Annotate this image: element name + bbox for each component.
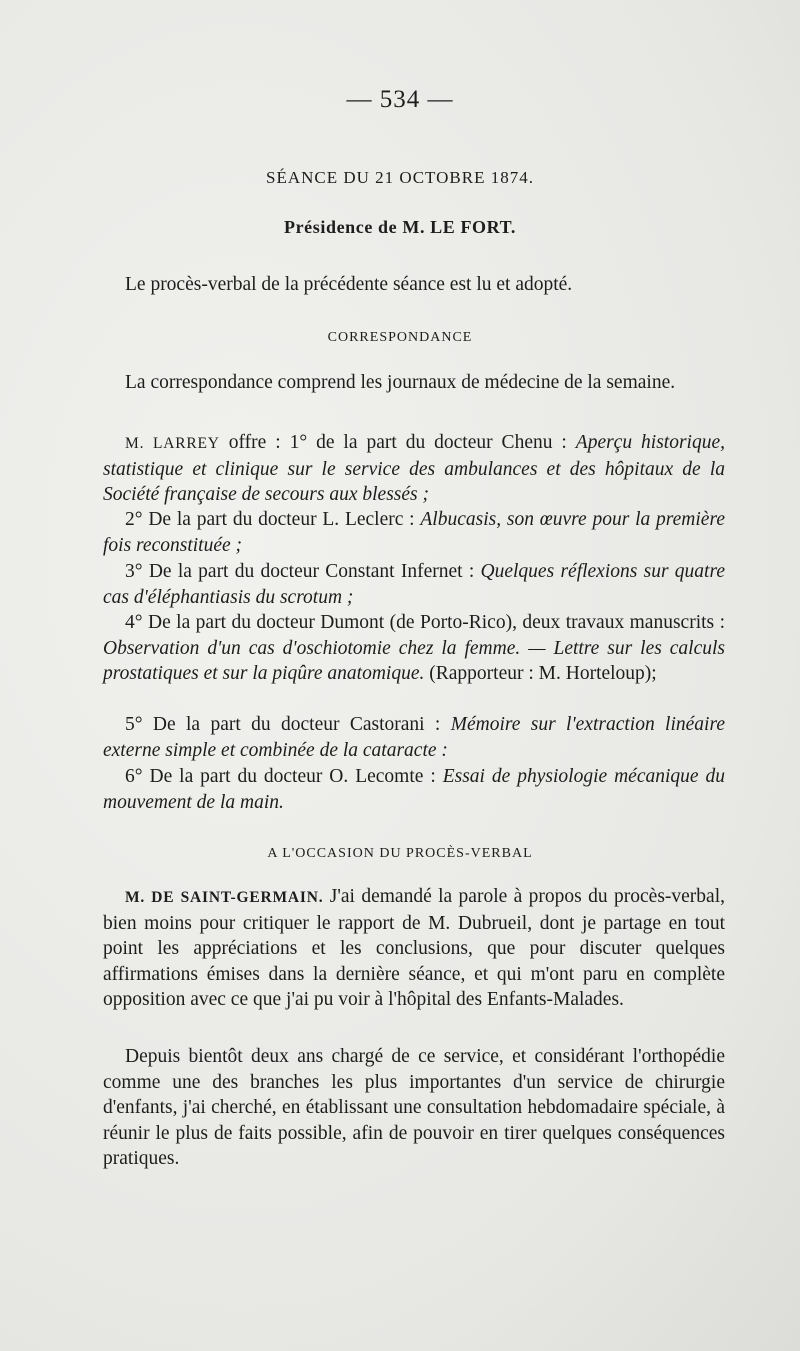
proces-verbal-heading: A L'OCCASION DU PROCÈS-VERBAL (267, 846, 533, 861)
speaker-name: M. LARREY (125, 435, 220, 452)
seance-title: SÉANCE DU 21 OCTOBRE 1874. (266, 168, 534, 187)
work-title: Aperçu historique, statistique et clinique sur le service des ambulances et des hôpitaux de la Société française de secours aux blessés ; (103, 432, 725, 505)
item-text: 6° De la part du docteur O. Lecomte : (125, 766, 443, 787)
page-number: — 534 — (346, 86, 454, 113)
item-text: 4° De la part du docteur Dumont (de Porto-Rico), deux travaux manuscrits : (125, 612, 725, 633)
work-title: Mémoire sur l'extraction linéaire externe simple et combinée de la cataracte : (103, 714, 725, 761)
saint-germain-paragraph (103, 884, 725, 1013)
item-3 (103, 559, 725, 610)
speaker-name: M. DE SAINT-GERMAIN. (125, 889, 324, 906)
item-text: 3° De la part du docteur Constant Infernet : (125, 561, 481, 582)
correspondance-heading: CORRESPONDANCE (327, 330, 473, 345)
proces-verbal-adopted: Le procès-verbal de la précédente séance est lu et adopté. (125, 274, 573, 295)
work-title: Quelques réflexions sur quatre cas d'éléphantiasis du scrotum ; (103, 561, 725, 608)
item-4 (103, 610, 725, 687)
item-5 (103, 712, 725, 763)
item-text: (Rapporteur : M. Horteloup); (424, 663, 657, 684)
item-text: 5° De la part du docteur Castorani : (125, 714, 451, 735)
item-6 (103, 764, 725, 815)
work-title: Observation d'un cas d'oschiotomie chez la femme. — Lettre sur les calculs prostatiques et sur la piqûre anatomique. (103, 637, 725, 684)
work-title: Albucasis, son œuvre pour la première fois reconstituée ; (103, 509, 725, 556)
item-2 (103, 507, 725, 558)
item-text: 2° De la part du docteur L. Leclerc : (125, 509, 421, 530)
saint-germain-paragraph-2: Depuis bientôt deux ans chargé de ce service, et considérant l'orthopédie comme une des branches les plus importantes d'un service de chirurgie d'enfants, j'ai cherché, en établissant une consultation hebdomadaire spéciale, à réunir le plus de faits possible, afin de pouvoir en tirer quelques conséquences pratiques. (103, 1046, 725, 1169)
work-title: Essai de physiologie mécanique du mouvement de la main. (103, 766, 725, 813)
correspondance-intro: La correspondance comprend les journaux de médecine de la semaine. (125, 372, 676, 393)
larrey-text: offre : 1° de la part du docteur Chenu : (219, 432, 576, 453)
presidence-line: Présidence de M. LE FORT. (283, 217, 516, 237)
larrey-paragraph (103, 430, 725, 508)
speech-text: J'ai demandé la parole à propos du procès-verbal, bien moins pour critiquer le rapport de M. Dubrueil, dont je partage en tout point les appréciations et les conclusions, que pour discuter quelques affirmations émises dans la dernière séance, et qui m'ont paru en complète opposition avec ce que j'ai pu voir à l'hôpital des Enfants-Malades. (103, 886, 725, 1010)
